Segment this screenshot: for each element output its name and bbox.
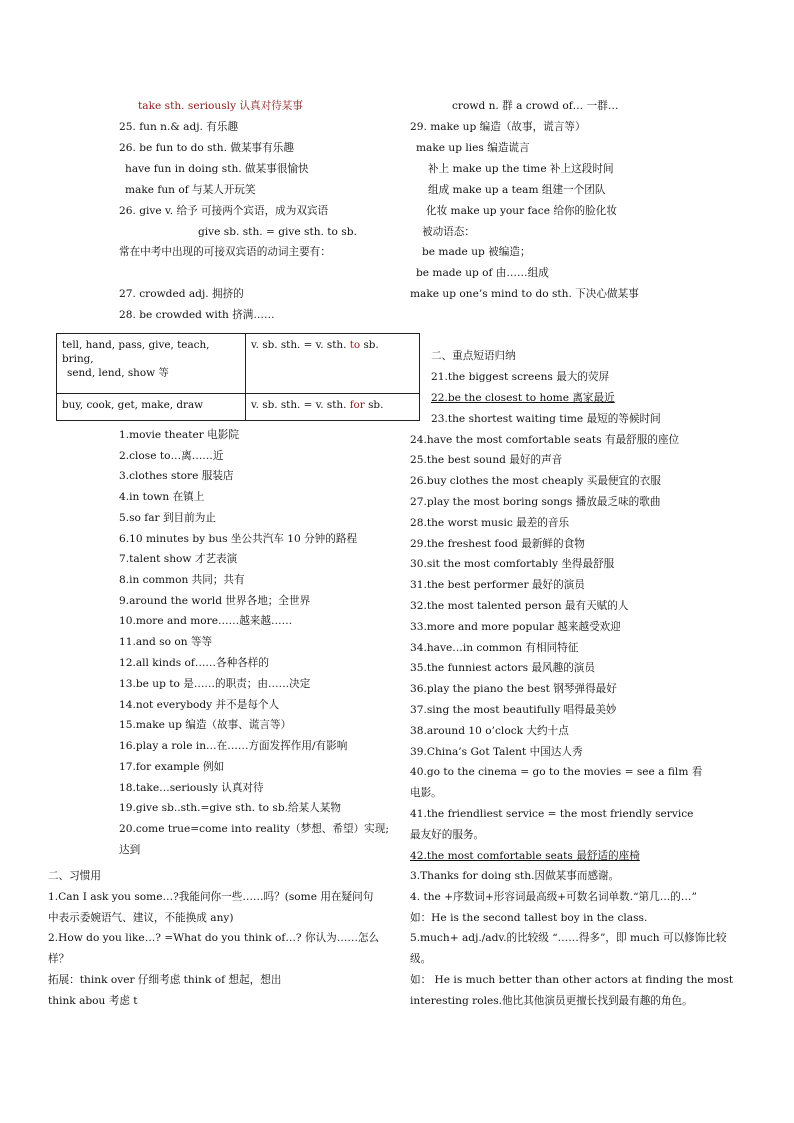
line: 19.give sb..sth.=give sth. to sb.给某人某物	[119, 802, 341, 814]
cell-text: sb.	[364, 399, 384, 412]
line: 6.10 minutes by bus 坐公共汽车 10 分钟的路程	[119, 533, 358, 545]
line: 达到	[119, 844, 141, 856]
cell-text: send, lend, show 等	[67, 367, 169, 379]
line: 13.be up to 是……的职责；由……决定	[119, 678, 311, 690]
line: 2.How do you like…? =What do you think of…? 你认为……怎么	[48, 932, 380, 944]
cell-text: sb.	[360, 339, 379, 351]
section-heading: 二、重点短语归纳	[431, 350, 516, 362]
line: 28.the worst music 最差的音乐	[410, 517, 570, 529]
line: 8.in common 共同；共有	[119, 574, 245, 586]
line: think abou 考虑 t	[48, 995, 138, 1007]
line: 17.for example 例如	[119, 761, 225, 773]
cell-text: v. sb. sth. = v. sth.	[251, 399, 350, 412]
line: 级。	[410, 953, 432, 965]
line: 组成 make up a team 组建一个团队	[428, 184, 606, 196]
line: 最友好的服务。	[410, 829, 485, 841]
line: 33.more and more popular 越来越受欢迎	[410, 621, 621, 633]
line: 15.make up 编造（故事、谎言等）	[119, 719, 292, 731]
line: 5.much+ adj./adv.的比较级 “……得多”，即 much 可以修饰比较	[410, 932, 727, 944]
line: 36.play the piano the best 钢琴弹得最好	[410, 683, 617, 695]
line: 39.China’s Got Talent 中国达人秀	[410, 746, 583, 758]
line: 27.play the most boring songs 播放最乏味的歌曲	[410, 496, 661, 508]
line: 30.sit the most comfortably 坐得最舒服	[410, 558, 615, 570]
line: be made up of 由……组成	[416, 267, 549, 279]
line: 42.the most comfortable seats 最舒适的座椅	[410, 850, 640, 862]
line: 中表示委婉语气、建议，不能换成 any)	[48, 912, 234, 924]
line: 4.in town 在镇上	[119, 491, 205, 503]
line: 被动语态：	[422, 226, 475, 238]
line: 26. be fun to do sth. 做某事有乐趣	[119, 142, 294, 154]
line: make up lies 编造谎言	[416, 142, 530, 154]
line: 样？	[48, 953, 70, 965]
line: 26.buy clothes the most cheaply 买最便宜的衣服	[410, 475, 661, 487]
table-cell	[57, 394, 246, 421]
cell-text: tell, hand, pass, give, teach, bring,	[62, 339, 210, 365]
line: 电影。	[410, 787, 442, 799]
table-cell	[246, 394, 420, 421]
line: 1.movie theater 电影院	[119, 429, 239, 441]
line: 补上 make up the time 补上这段时间	[428, 163, 614, 175]
preposition: for	[349, 399, 365, 412]
line: 7.talent show 才艺表演	[119, 553, 238, 565]
line: 26. give v. 给予 可接两个宾语，成为双宾语	[119, 205, 329, 217]
line: 4. the +序数词+形容词最高级+可数名词单数.“第几…的…”	[410, 891, 697, 903]
line: 24.have the most comfortable seats 有最舒服的座位	[410, 434, 680, 446]
line: crowd n. 群 a crowd of… 一群…	[452, 100, 619, 112]
line: 9.around the world 世界各地；全世界	[119, 595, 311, 607]
line: 10.more and more……越来越……	[119, 615, 293, 627]
line: 2.close to…离……近	[119, 450, 224, 462]
line: 16.play a role in…在……方面发挥作用/有影响	[119, 740, 348, 752]
line: 38.around 10 o’clock 大约十点	[410, 725, 569, 737]
line: 3.clothes store 服装店	[119, 470, 234, 482]
line: 35.the funniest actors 最风趣的演员	[410, 662, 595, 674]
line: 12.all kinds of……各种各样的	[119, 657, 269, 669]
line: 5.so far 到目前为止	[119, 512, 216, 524]
line: 如： He is much better than other actors at finding the most	[410, 974, 734, 986]
line: 常在中考中出现的可接双宾语的动词主要有：	[119, 246, 331, 258]
line: 25. fun n.& adj. 有乐趣	[119, 121, 239, 133]
cell-text: v. sb. sth. = v. sth.	[251, 339, 350, 351]
line: 37.sing the most beautifully 唱得最美妙	[410, 704, 617, 716]
section-heading: 二、习惯用	[48, 870, 101, 882]
line: 34.have…in common 有相同特征	[410, 642, 579, 654]
line: give sb. sth. = give sth. to sb.	[198, 226, 357, 238]
line: 25.the best sound 最好的声音	[410, 454, 563, 466]
line: 21.the biggest screens 最大的荧屏	[431, 371, 610, 383]
line: take sth. seriously 认真对待某事	[138, 100, 303, 112]
line: 3.Thanks for doing sth.因做某事而感谢。	[410, 870, 620, 882]
line: 拓展：think over 仔细考虑 think of 想起，想出	[48, 974, 282, 986]
table-cell	[57, 334, 246, 394]
line: make up one’s mind to do sth. 下决心做某事	[410, 288, 639, 300]
line: be made up 被编造；	[422, 246, 531, 258]
line: 22.be the closest to home 离家最近	[431, 392, 615, 404]
line: 41.the friendliest service = the most friendly service	[410, 808, 694, 820]
table-row	[57, 334, 420, 394]
line: make fun of 与某人开玩笑	[125, 184, 256, 196]
table-row	[57, 394, 420, 421]
table-cell	[246, 334, 420, 394]
line: 40.go to the cinema = go to the movies = see a film 看	[410, 766, 703, 778]
double-object-verb-table	[56, 333, 420, 421]
line: interesting roles.他比其他演员更擅长找到最有趣的角色。	[410, 995, 693, 1007]
line: 14.not everybody 并不是每个人	[119, 699, 280, 711]
cell-text: buy, cook, get, make, draw	[62, 399, 204, 412]
line: 化妆 make up your face 给你的脸化妆	[426, 205, 617, 217]
line: 31.the best performer 最好的演员	[410, 579, 585, 591]
line: 18.take…seriously 认真对待	[119, 782, 264, 794]
line: 28. be crowded with 挤满……	[119, 309, 275, 321]
line: 11.and so on 等等	[119, 636, 213, 648]
line: 23.the shortest waiting time 最短的等候时间	[431, 413, 661, 425]
preposition: to	[349, 339, 361, 351]
line: 20.come true=come into reality（梦想、希望）实现;	[119, 823, 389, 835]
line: 29.the freshest food 最新鲜的食物	[410, 538, 585, 550]
line: 27. crowded adj. 拥挤的	[119, 288, 244, 300]
line: 如：He is the second tallest boy in the class.	[410, 912, 648, 924]
line: 29. make up 编造（故事，谎言等）	[410, 121, 586, 133]
line: 32.the most talented person 最有天赋的人	[410, 600, 629, 612]
line: have fun in doing sth. 做某事很愉快	[125, 163, 309, 175]
line: 1.Can I ask you some…?我能问你一些……吗？(some 用在疑问句	[48, 891, 374, 903]
